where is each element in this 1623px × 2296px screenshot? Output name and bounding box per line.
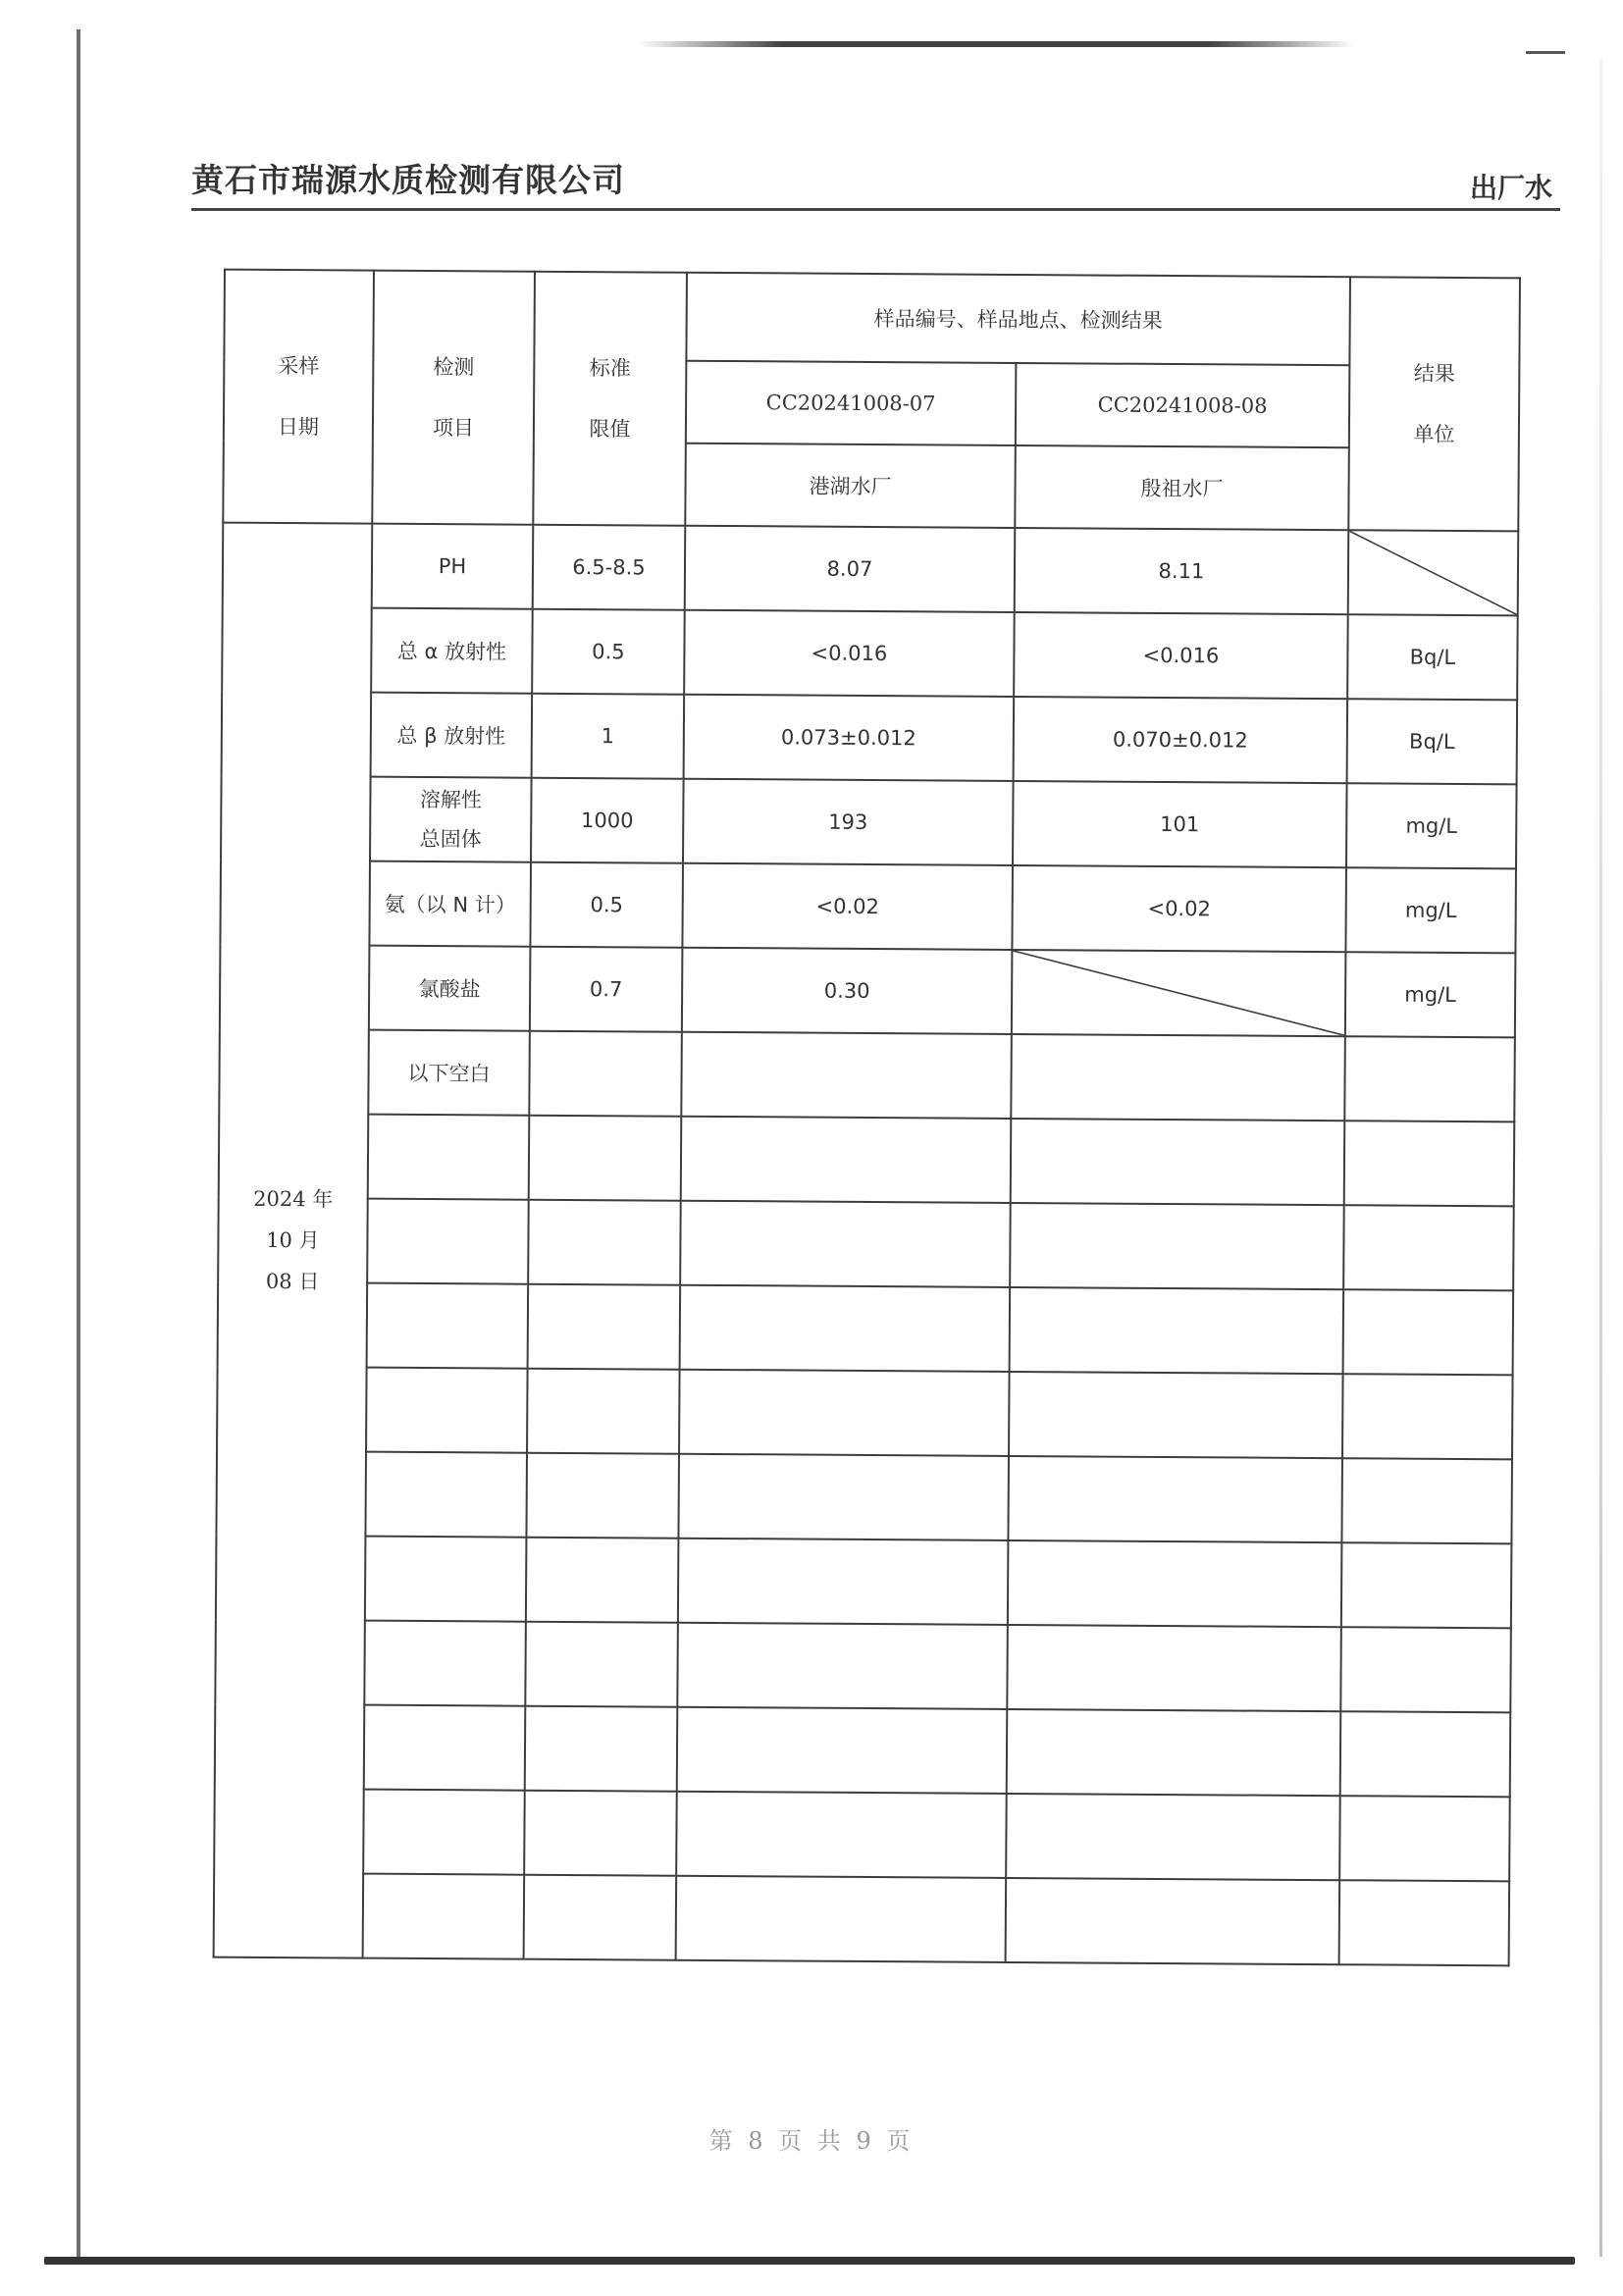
scan-edge-top-right [1526,51,1565,54]
table-row-item: 以下空白 [368,1030,530,1116]
table-row-result-2 [1011,1034,1345,1121]
table-row-item: PH [372,524,534,609]
table-row-blank [214,1789,1510,1882]
table-row-result-2: 8.11 [1015,528,1349,614]
header-result-unit [1348,277,1520,531]
table-row-unit: mg/L [1345,952,1516,1037]
table-row-blank [219,1114,1515,1207]
table-row-result-1 [681,1032,1012,1119]
header-sample-date-label: 采样 日期 [277,353,320,440]
table-row-result-2: 0.070±0.012 [1014,697,1348,783]
test-results-table [213,269,1521,1967]
sample-location-2: 殷祖水厂 [1015,445,1349,530]
table-row-blank [215,1704,1511,1798]
table-row-unit: Bq/L [1347,614,1518,700]
table-row-limit: 1 [532,694,685,779]
header-test-item [372,271,535,525]
table-row-result-2: 101 [1013,781,1347,867]
table-row-item: 总 α 放射性 [371,608,533,694]
table-row-unit [1344,1036,1515,1122]
table-row-blank [215,1620,1511,1713]
sample-date-text: 2024 年 10 月 08 日 [253,1186,334,1294]
table-row-result-1: 0.30 [682,948,1013,1034]
table-row-unit: mg/L [1346,783,1517,868]
table-row-unit: Bq/L [1347,699,1518,784]
table-row-blank [216,1536,1512,1629]
sample-location-1: 港湖水厂 [685,444,1016,528]
page-number: 第 8 页 共 9 页 [708,2127,915,2155]
table-row-limit: 0.5 [532,609,685,695]
table-row-blank [217,1367,1513,1460]
header-standard-limit-label: 标准 限值 [589,356,631,442]
table-row-item [370,777,532,862]
scan-edge-bottom [44,2257,1575,2265]
table-row-blank [214,1873,1510,1966]
table-row-result-2: <0.016 [1014,612,1348,699]
table-row-blank [218,1282,1514,1376]
table-row-result-1: <0.016 [684,610,1015,697]
table-row-limit: 1000 [531,778,684,863]
header-standard-limit [533,272,687,526]
table-row-item: 氯酸盐 [369,946,531,1031]
header-test-item-label: 检测 项目 [432,355,475,441]
table-row-result-1: 0.073±0.012 [684,695,1015,781]
table-row-result-1: 8.07 [685,526,1016,612]
table-row-limit: 0.5 [530,862,683,948]
scan-edge-right [1599,59,1602,2257]
table-row-result-1: 193 [683,779,1014,865]
sample-date-value [214,523,373,1958]
table-row-unit: mg/L [1345,867,1516,953]
table-row-limit [529,1031,682,1117]
table-row-result-2-empty [1012,950,1346,1036]
header-result-unit-label: 结果 单位 [1413,361,1455,446]
header-sample-date [223,270,374,524]
document-type: 出厂水 [1469,172,1552,204]
sample-id-1: CC20241008-07 [686,361,1017,445]
header-sample-group: 样品编号、样品地点、检测结果 [686,273,1350,365]
table-row-item: 总 β 放射性 [371,693,533,778]
diagonal-strike-icon [1349,531,1518,614]
table-row-item-text: 溶解性 总固体 [419,787,483,852]
report-header [191,153,1560,211]
table-row-limit: 6.5-8.5 [533,525,686,610]
table-row-result-2: <0.02 [1012,865,1346,952]
sample-id-2: CC20241008-08 [1016,363,1350,447]
diagonal-strike-icon [1013,951,1345,1035]
table-row-blank [216,1451,1512,1544]
table-row-result-1: <0.02 [682,863,1013,950]
scan-edge-top [638,41,1354,47]
table-row-limit: 0.7 [530,947,683,1032]
table-row-blank [218,1198,1514,1291]
table-row-unit-empty [1348,530,1519,615]
table-row-item: 氨（以 N 计） [369,861,531,947]
scan-edge-left [77,29,80,2257]
company-name: 黄石市瑞源水质检测有限公司 [191,161,625,199]
